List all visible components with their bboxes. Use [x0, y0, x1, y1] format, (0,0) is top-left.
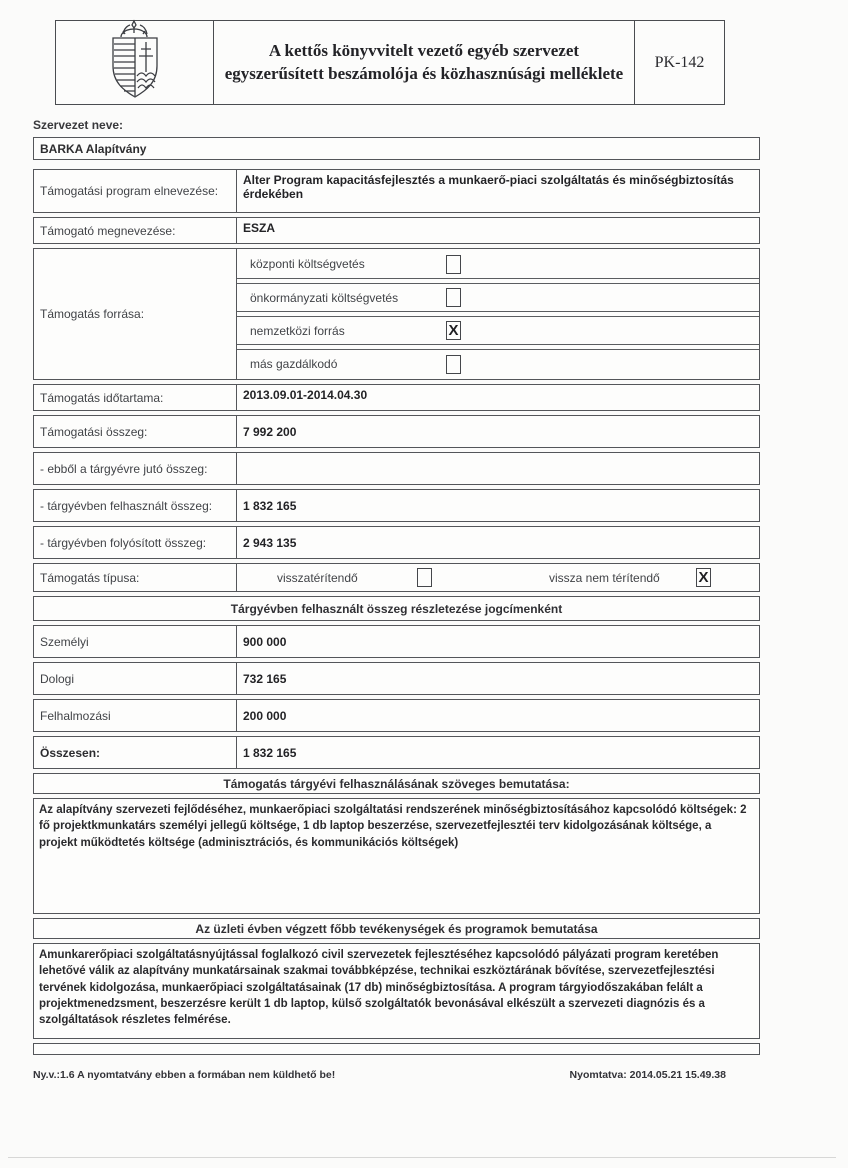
source-option-international-label: nemzetközi forrás [250, 323, 345, 338]
amount-value: 7 992 200 [243, 424, 297, 439]
disbursed-amount-label: - tárgyévben folyósított összeg: [34, 527, 237, 558]
breakdown-personnel-value: 900 000 [243, 634, 287, 649]
form-title-line1: A kettős könyvvitelt vezető egyéb szervezet [268, 41, 580, 61]
support-type-row [33, 563, 760, 592]
source-options [237, 249, 759, 379]
year-share-value [237, 453, 759, 484]
sponsor-label: Támogató megnevezése: [34, 218, 237, 243]
form-code: PK-142 [654, 53, 705, 71]
org-name-value: BARKA Alapítvány [40, 141, 147, 156]
duration-row [33, 384, 760, 411]
source-option-central [237, 250, 759, 279]
source-option-central-label: központi költségvetés [250, 257, 365, 271]
used-amount-label: - tárgyévben felhasznált összeg: [34, 490, 237, 521]
org-name-field [33, 137, 760, 160]
source-option-other-checkbox [446, 355, 461, 374]
source-option-other-label: más gazdálkodó [250, 357, 338, 371]
used-amount-value: 1 832 165 [243, 498, 297, 513]
breakdown-material-label: Dologi [34, 663, 237, 694]
activities-section-header: Az üzleti évben végzett főbb tevékenységek és programok bemutatása [33, 918, 760, 939]
breakdown-personnel-label: Személyi [34, 626, 237, 657]
source-row [33, 248, 760, 380]
org-name-label: Szervezet neve: [33, 118, 124, 132]
source-option-other [237, 349, 759, 378]
activities-text-box: Amunkarerőpiaci szolgáltatásnyújtással foglalkozó civil szervezetek fejlesztéséhez kapcsolódó pályázati program keretében lehetővé válik az alapítvány munkatársainak szakmai továbbképzése, technikai eszköztárának bővítése, szervezetfejlesztési tervének kidolgozása, munkaerőpiaci szolgáltatásainak (17 db) minőségbiztosítása. A program tárgyiodőszakában felált a projektmenedzsment, beszerzésre került 1 db laptop, külső szolgáltatók bevonásával elkészült a szervezeti diagnózis és a szolgáltatások részletes felmérése. [33, 943, 760, 1039]
form-title [214, 21, 635, 104]
program-name-label: Támogatási program elnevezése: [34, 170, 237, 212]
usage-text-box: Az alapítvány szervezeti fejlődéséhez, munkaerőpiaci szolgáltatási rendszerének minőségbiztosításához kapcsolódó költségek: 2 fő projektkmunkatárs személyi jellegű költsége, 1 db laptop beszerzése, szervezetfejlesztéi terv kidolgozásának költsége, a projekt működtetés költsége (adminisztrációs, és kommunikációs költségek) [33, 798, 760, 914]
source-option-municipal-label: önkormányzati költségvetés [250, 290, 399, 305]
footer-version-note: Ny.v.:1.6 A nyomtatvány ebben a formában nem küldhető be! [33, 1069, 336, 1081]
breakdown-accumulation-value: 200 000 [243, 708, 287, 723]
breakdown-total-value: 1 832 165 [243, 745, 297, 760]
source-option-central-checkbox [446, 255, 461, 274]
disbursed-amount-value: 2 943 135 [243, 535, 297, 550]
breakdown-total-label: Összesen: [34, 737, 237, 768]
disbursed-amount-row [33, 526, 760, 559]
program-name-row [33, 169, 760, 213]
support-type-options [237, 564, 759, 591]
type-option-nonrepayable-label: vissza nem térítendő [549, 570, 660, 585]
used-amount-row [33, 489, 760, 522]
breakdown-material-value: 732 165 [243, 671, 287, 686]
duration-label: Támogatás időtartama: [34, 385, 237, 410]
source-option-international [237, 316, 759, 345]
breakdown-row-accumulation [33, 699, 760, 732]
year-share-label: - ebből a tárgyévre jutó összeg: [34, 453, 237, 484]
source-label: Támogatás forrása: [34, 249, 237, 379]
amount-label: Támogatási összeg: [34, 416, 237, 447]
year-share-row [33, 452, 760, 485]
form-footer [33, 1069, 760, 1081]
scan-edge-line [8, 1157, 836, 1158]
breakdown-row-total [33, 736, 760, 769]
duration-value: 2013.09.01-2014.04.30 [243, 388, 368, 402]
usage-section-header: Támogatás tárgyévi felhasználásának szöveges bemutatása: [33, 773, 760, 794]
type-option-repayable-checkbox [417, 568, 432, 587]
hungarian-coat-of-arms-icon [101, 18, 169, 107]
form-title-line2: egyszerűsített beszámolója és közhasznúsági melléklete [224, 63, 624, 83]
form-header [55, 20, 725, 105]
support-form [33, 169, 760, 1055]
sponsor-value: ESZA [243, 221, 276, 235]
type-option-repayable-label: visszatérítendő [277, 570, 358, 585]
breakdown-section-header: Tárgyévben felhasznált összeg részletezése jogcímenként [33, 596, 760, 621]
breakdown-accumulation-label: Felhalmozási [34, 700, 237, 731]
type-option-nonrepayable-checkbox: X [696, 568, 711, 587]
support-type-label: Támogatás típusa: [34, 564, 237, 591]
empty-strip [33, 1043, 760, 1055]
sponsor-row [33, 217, 760, 244]
footer-print-timestamp: Nyomtatva: 2014.05.21 15.49.38 [569, 1069, 726, 1081]
logo-cell [56, 21, 214, 104]
program-name-value: Alter Program kapacitásfejlesztés a munkaerő-piaci szolgáltatás és minőségbiztosítás érdekében [243, 173, 734, 201]
source-option-international-checkbox: X [446, 321, 461, 340]
source-option-municipal [237, 283, 759, 312]
breakdown-row-material [33, 662, 760, 695]
source-option-municipal-checkbox [446, 288, 461, 307]
form-page [33, 0, 760, 1081]
amount-row [33, 415, 760, 448]
breakdown-row-personnel [33, 625, 760, 658]
